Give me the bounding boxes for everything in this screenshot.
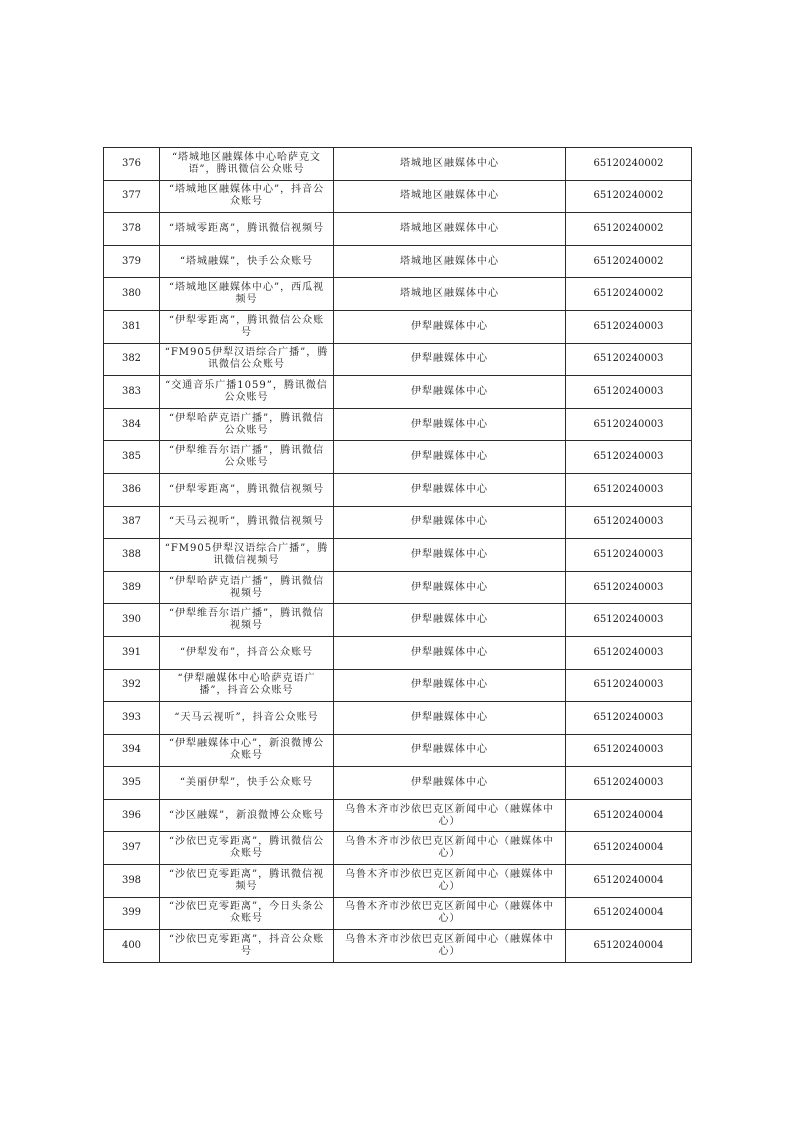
organization-name: 伊犁融媒体中心 <box>334 376 566 409</box>
row-number: 385 <box>104 441 160 474</box>
table-row <box>104 506 692 539</box>
row-number: 400 <box>104 930 160 963</box>
license-code: 65120240003 <box>566 441 692 474</box>
organization-name: 伊犁融媒体中心 <box>334 408 566 441</box>
table-row <box>104 278 692 311</box>
row-number: 389 <box>104 571 160 604</box>
row-number: 394 <box>104 734 160 767</box>
row-number: 391 <box>104 636 160 669</box>
organization-name: 塔城地区融媒体中心 <box>334 278 566 311</box>
table-row <box>104 376 692 409</box>
organization-name: 伊犁融媒体中心 <box>334 767 566 800</box>
license-code: 65120240002 <box>566 245 692 278</box>
organization-name: 伊犁融媒体中心 <box>334 506 566 539</box>
table-row <box>104 343 692 376</box>
table-row <box>104 245 692 278</box>
account-name: “伊犁维吾尔语广播”，腾讯微信公众账号 <box>160 441 334 474</box>
organization-name: 塔城地区融媒体中心 <box>334 148 566 181</box>
row-number: 392 <box>104 669 160 702</box>
row-number: 381 <box>104 310 160 343</box>
row-number: 387 <box>104 506 160 539</box>
row-number: 388 <box>104 539 160 572</box>
table-row <box>104 473 692 506</box>
license-code: 65120240002 <box>566 278 692 311</box>
organization-name: 伊犁融媒体中心 <box>334 310 566 343</box>
account-name: “塔城零距离”，腾讯微信视频号 <box>160 213 334 246</box>
organization-name: 伊犁融媒体中心 <box>334 669 566 702</box>
license-code: 65120240003 <box>566 473 692 506</box>
row-number: 382 <box>104 343 160 376</box>
organization-name: 伊犁融媒体中心 <box>334 604 566 637</box>
account-name: “伊犁零距离”，腾讯微信公众账号 <box>160 310 334 343</box>
account-name: “塔城地区融媒体中心哈萨克文语”，腾讯微信公众账号 <box>160 148 334 181</box>
account-name: “伊犁融媒体中心哈萨克语广播”，抖音公众账号 <box>160 669 334 702</box>
table-row <box>104 148 692 181</box>
organization-name: 伊犁融媒体中心 <box>334 441 566 474</box>
row-number: 393 <box>104 702 160 735</box>
license-code: 65120240003 <box>566 636 692 669</box>
organization-name: 塔城地区融媒体中心 <box>334 213 566 246</box>
account-name: “伊犁哈萨克语广播”，腾讯微信公众账号 <box>160 408 334 441</box>
row-number: 397 <box>104 832 160 865</box>
table-row <box>104 213 692 246</box>
license-code: 65120240004 <box>566 832 692 865</box>
table-row <box>104 767 692 800</box>
row-number: 398 <box>104 865 160 898</box>
account-name: “伊犁发布”，抖音公众账号 <box>160 636 334 669</box>
account-name: “天马云视听”，抖音公众账号 <box>160 702 334 735</box>
account-name: “塔城地区融媒体中心”，抖音公众账号 <box>160 180 334 213</box>
license-code: 65120240003 <box>566 506 692 539</box>
license-code: 65120240002 <box>566 148 692 181</box>
table-row <box>104 310 692 343</box>
table-row <box>104 539 692 572</box>
organization-name: 乌鲁木齐市沙依巴克区新闻中心（融媒体中心） <box>334 832 566 865</box>
organization-name: 伊犁融媒体中心 <box>334 343 566 376</box>
organization-name: 塔城地区融媒体中心 <box>334 180 566 213</box>
organization-name: 乌鲁木齐市沙依巴克区新闻中心（融媒体中心） <box>334 799 566 832</box>
table-row <box>104 832 692 865</box>
row-number: 386 <box>104 473 160 506</box>
table-row <box>104 930 692 963</box>
organization-name: 伊犁融媒体中心 <box>334 636 566 669</box>
row-number: 378 <box>104 213 160 246</box>
account-name: “沙区融媒”，新浪微博公众账号 <box>160 799 334 832</box>
organization-name: 伊犁融媒体中心 <box>334 539 566 572</box>
row-number: 383 <box>104 376 160 409</box>
license-code: 65120240003 <box>566 604 692 637</box>
account-name: “沙依巴克零距离”，今日头条公众账号 <box>160 897 334 930</box>
account-name: “沙依巴克零距离”，抖音公众账号 <box>160 930 334 963</box>
account-name: “沙依巴克零距离”，腾讯微信视频号 <box>160 865 334 898</box>
account-name: “FM905伊犁汉语综合广播”，腾讯微信公众账号 <box>160 343 334 376</box>
table-row <box>104 604 692 637</box>
license-code: 65120240004 <box>566 865 692 898</box>
account-name: “沙依巴克零距离”，腾讯微信公众账号 <box>160 832 334 865</box>
row-number: 390 <box>104 604 160 637</box>
table-row <box>104 441 692 474</box>
table-row <box>104 702 692 735</box>
table-row <box>104 408 692 441</box>
account-name: “伊犁哈萨克语广播”，腾讯微信视频号 <box>160 571 334 604</box>
row-number: 395 <box>104 767 160 800</box>
account-name: “伊犁零距离”，腾讯微信视频号 <box>160 473 334 506</box>
account-name: “塔城地区融媒体中心”，西瓜视频号 <box>160 278 334 311</box>
organization-name: 乌鲁木齐市沙依巴克区新闻中心（融媒体中心） <box>334 930 566 963</box>
license-code: 65120240002 <box>566 180 692 213</box>
row-number: 384 <box>104 408 160 441</box>
row-number: 396 <box>104 799 160 832</box>
registry-table <box>103 147 692 963</box>
table-row <box>104 897 692 930</box>
table-row <box>104 799 692 832</box>
license-code: 65120240003 <box>566 702 692 735</box>
table-row <box>104 636 692 669</box>
organization-name: 伊犁融媒体中心 <box>334 702 566 735</box>
organization-name: 伊犁融媒体中心 <box>334 473 566 506</box>
row-number: 399 <box>104 897 160 930</box>
organization-name: 伊犁融媒体中心 <box>334 734 566 767</box>
license-code: 65120240003 <box>566 734 692 767</box>
license-code: 65120240004 <box>566 897 692 930</box>
license-code: 65120240004 <box>566 799 692 832</box>
license-code: 65120240002 <box>566 213 692 246</box>
account-name: “美丽伊犁”，快手公众账号 <box>160 767 334 800</box>
license-code: 65120240004 <box>566 930 692 963</box>
row-number: 377 <box>104 180 160 213</box>
table-row <box>104 865 692 898</box>
license-code: 65120240003 <box>566 669 692 702</box>
organization-name: 塔城地区融媒体中心 <box>334 245 566 278</box>
account-name: “交通音乐广播1059”，腾讯微信公众账号 <box>160 376 334 409</box>
row-number: 376 <box>104 148 160 181</box>
account-name: “天马云视听”，腾讯微信视频号 <box>160 506 334 539</box>
table-row <box>104 734 692 767</box>
organization-name: 乌鲁木齐市沙依巴克区新闻中心（融媒体中心） <box>334 897 566 930</box>
account-name: “伊犁维吾尔语广播”，腾讯微信视频号 <box>160 604 334 637</box>
table-row <box>104 669 692 702</box>
organization-name: 伊犁融媒体中心 <box>334 571 566 604</box>
row-number: 380 <box>104 278 160 311</box>
license-code: 65120240003 <box>566 539 692 572</box>
table-row <box>104 180 692 213</box>
license-code: 65120240003 <box>566 767 692 800</box>
license-code: 65120240003 <box>566 310 692 343</box>
account-name: “伊犁融媒体中心”，新浪微博公众账号 <box>160 734 334 767</box>
account-name: “塔城融媒”，快手公众账号 <box>160 245 334 278</box>
license-code: 65120240003 <box>566 408 692 441</box>
registry-table-body <box>104 148 692 963</box>
row-number: 379 <box>104 245 160 278</box>
organization-name: 乌鲁木齐市沙依巴克区新闻中心（融媒体中心） <box>334 865 566 898</box>
account-name: “FM905伊犁汉语综合广播”，腾讯微信视频号 <box>160 539 334 572</box>
table-row <box>104 571 692 604</box>
license-code: 65120240003 <box>566 571 692 604</box>
license-code: 65120240003 <box>566 343 692 376</box>
license-code: 65120240003 <box>566 376 692 409</box>
